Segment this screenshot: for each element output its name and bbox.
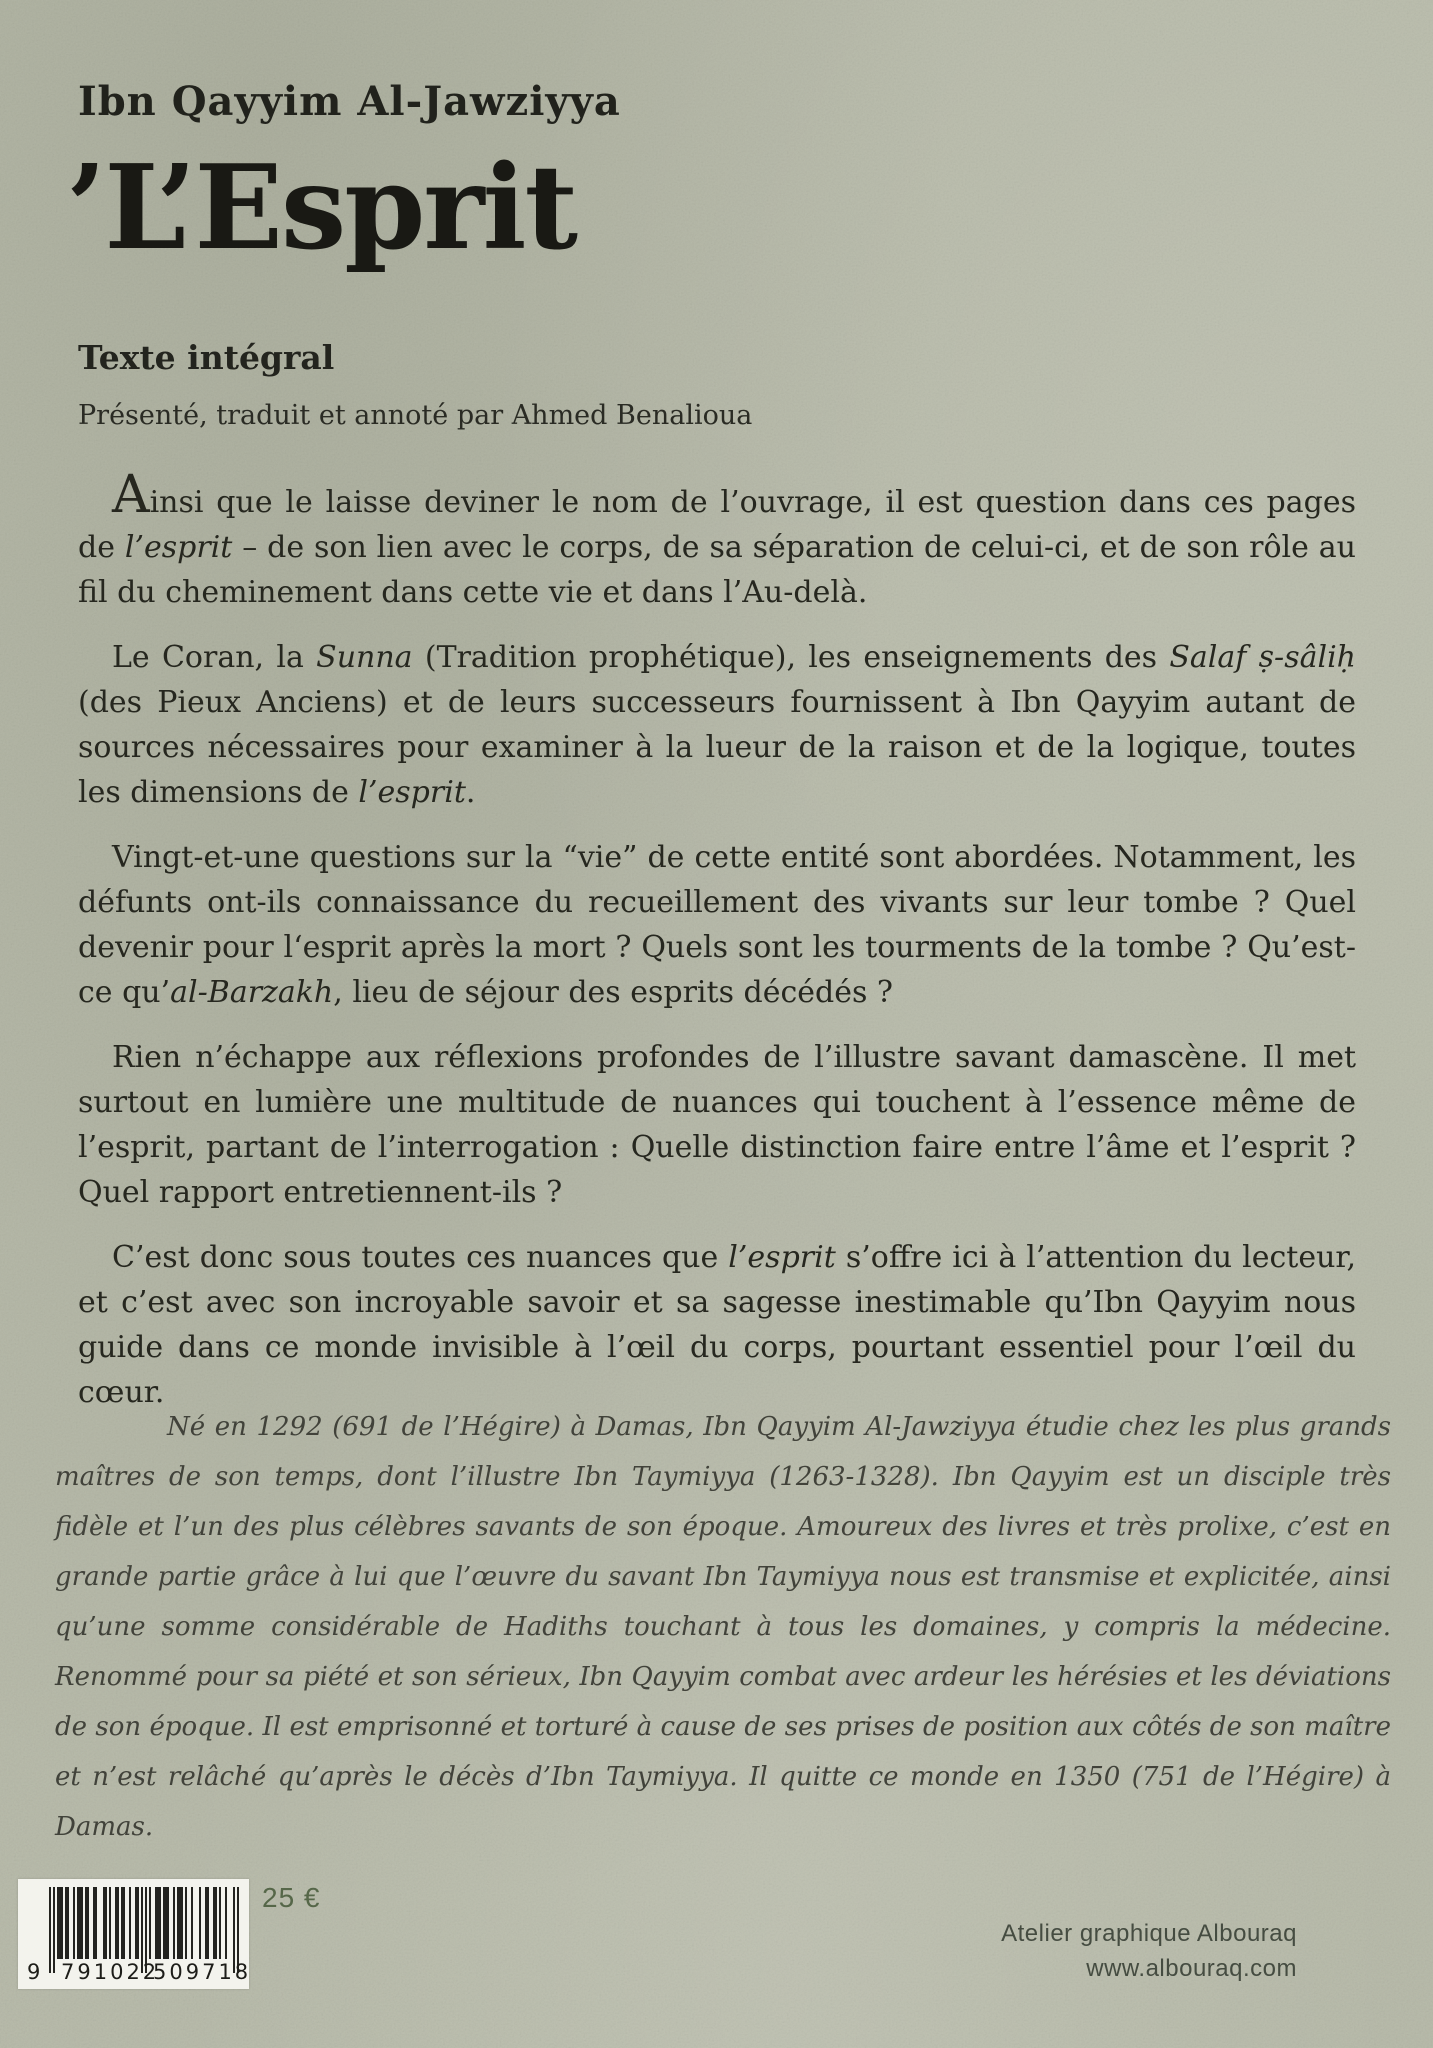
barcode [18,1879,252,1989]
synopsis [78,465,1356,1435]
barcode-group2: 509718 [153,1960,252,1984]
synopsis-paragraph: Vingt-et-une questions sur la “vie” de cette entité sont abordées. Notamment, les défunts ont-ils connaissance du recueillement des vivants sur leur tombe ? Quel devenir pour l‘esprit après la mort ? Quels sont les tourments de la tombe ? Qu’est-ce qu’al-Barzakh, lieu de séjour des esprits décédés ? [78,840,1356,1010]
barcode-inner [27,1887,252,1984]
publisher-name: Atelier graphique Albouraq [1001,1920,1297,1947]
synopsis-paragraph: Ainsi que le laisse deviner le nom de l’ouvrage, il est question dans ces pages de l’esprit – de son lien avec le corps, de sa séparation de celui-ci, et de son rôle au fil du cheminement dans cette vie et dans l’Au-delà. [78,465,1356,610]
barcode-number [27,1958,252,1984]
price-label: 25 € [262,1882,321,1913]
synopsis-paragraph: Rien n’échappe aux réflexions profondes de l’illustre savant damascène. Il met surtout en lumière une multitude de nuances qui touchent à l’essence même de l’esprit, partant de l’interrogation : Quelle distinction faire entre l’âme et l’esprit ? Quel rapport entretiennent-ils ? [78,1040,1356,1210]
presenter-credit: Présenté, traduit et annoté par Ahmed Benalioua [78,400,753,431]
author-bio: Né en 1292 (691 de l’Hégire) à Damas, Ibn Qayyim Al-Jawziyya étudie chez les plus grands maîtres de son temps, dont l’illustre Ibn Taymiyya (1263-1328). Ibn Qayyim est un disciple très fidèle et l’un des plus célèbres savants de son époque. Amoureux des livres et très prolixe, c’est en grande partie grâce à lui que l’œuvre du savant Ibn Taymiyya nous est transmise et explicitée, ainsi qu’une somme considérable de Hadiths touchant à tous les domaines, y compris la médecine. Renommé pour sa piété et son sérieux, Ibn Qayyim combat avec ardeur les hérésies et les déviations de son époque. Il est emprisonné et torturé à cause de ses prises de position aux côtés de son maître et n’est relâché qu’après le décès d’Ibn Taymiyya. Il quitte ce monde en 1350 (751 de l’Hégire) à Damas. [55,1412,1391,1842]
synopsis-paragraph: Le Coran, la Sunna (Tradition prophétique), les enseignements des Salaf ṣ-sâliḥ (des Pieux Anciens) et de leurs successeurs fournissent à Ibn Qayyim autant de sources nécessaires pour examiner à la lueur de la raison et de la logique, toutes les dimensions de l’esprit. [78,640,1356,810]
barcode-group1: 791022 [61,1960,160,1984]
publisher-url: www.albouraq.com [1086,1955,1297,1982]
author-name: Ibn Qayyim Al-Jawziyya [78,78,621,125]
publisher-block [1001,1916,1297,1986]
edition-subtitle: Texte intégral [78,338,335,377]
book-title: ’L’Esprit [66,140,577,276]
barcode-first-digit: 9 [27,1960,41,1984]
synopsis-paragraph: C’est donc sous toutes ces nuances que l’esprit s’offre ici à l’attention du lecteur, et c’est avec son incroyable savoir et sa sagesse inestimable qu’Ibn Qayyim nous guide dans ce monde invisible à l’œil du corps, pourtant essentiel pour l’œil du cœur. [78,1240,1356,1410]
